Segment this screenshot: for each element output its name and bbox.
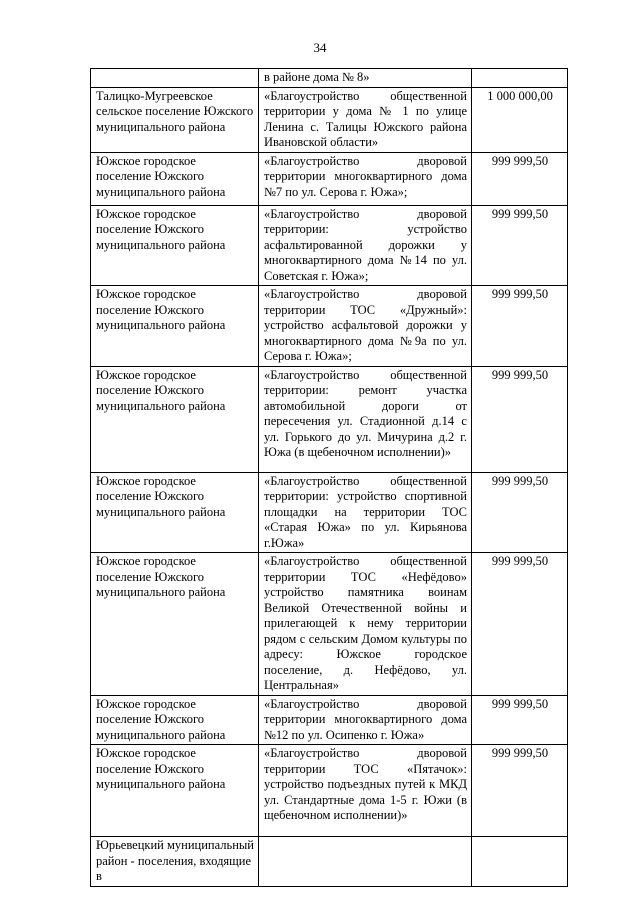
table-row [91, 87, 568, 152]
table-row [91, 205, 568, 286]
municipality-cell: Южское городское поселение Южского муниципального района [91, 205, 259, 286]
project-description-cell: «Благоустройство общественной территории ТОС «Нефёдово» устройство памятника воинам Великой Отечественной войны и прилегающей к нему территории рядом с сельским Домом культуры по адресу: Южское городское поселение, д. Нефёдово, ул. Центральная» [259, 553, 472, 696]
project-description-cell: «Благоустройство дворовой территории ТОС «Дружный»: устройство асфальтовой дорожки у многоквартирного дома №9а по ул. Серова г. Южа»; [259, 286, 472, 367]
project-description-cell [259, 837, 472, 887]
project-description-cell: «Благоустройство дворовой территории многоквартирного дома №12 по ул. Осипенко г. Южа» [259, 695, 472, 745]
amount-cell: 1 000 000,00 [472, 87, 568, 152]
municipality-cell: Южское городское поселение Южского муниципального района [91, 152, 259, 205]
amount-cell: 999 999,50 [472, 152, 568, 205]
municipality-cell: Южское городское поселение Южского муниципального района [91, 286, 259, 367]
municipality-cell [91, 69, 259, 88]
table-row [91, 472, 568, 553]
municipality-cell: Южское городское поселение Южского муниципального района [91, 553, 259, 696]
municipality-cell: Южское городское поселение Южского муниципального района [91, 472, 259, 553]
amount-cell: 999 999,50 [472, 695, 568, 745]
table-row [91, 553, 568, 696]
table-row [91, 745, 568, 837]
municipality-cell: Талицко-Мугреевское сельское поселение Южского муниципального района [91, 87, 259, 152]
project-description-cell: «Благоустройство общественной территории: устройство спортивной площадки на территории ТОС «Старая Южа» по ул. Кирьянова г.Южа» [259, 472, 472, 553]
table-row [91, 286, 568, 367]
project-description-cell: «Благоустройство дворовой территории многоквартирного дома №7 по ул. Серова г. Южа»; [259, 152, 472, 205]
amount-cell: 999 999,50 [472, 472, 568, 553]
project-description-cell: «Благоустройство дворовой территории ТОС «Пятачок»: устройство подъездных путей к МКД ул. Стандартные дома 1-5 г. Южи (в щебеночном исполнении)» [259, 745, 472, 837]
amount-cell: 999 999,50 [472, 745, 568, 837]
municipality-cell: Юрьевецкий муниципальный район - поселения, входящие в [91, 837, 259, 887]
municipality-cell: Южское городское поселение Южского муниципального района [91, 695, 259, 745]
amount-cell: 999 999,50 [472, 286, 568, 367]
table-row [91, 152, 568, 205]
project-description-cell: «Благоустройство общественной территории у дома № 1 по улице Ленина с. Талицы Южского района Ивановской области» [259, 87, 472, 152]
amount-cell: 999 999,50 [472, 205, 568, 286]
project-description-cell: в районе дома № 8» [259, 69, 472, 88]
amount-cell [472, 69, 568, 88]
project-description-cell: «Благоустройство дворовой территории: устройство асфальтированной дорожки у многоквартирного дома №14 по ул. Советская г. Южа»; [259, 205, 472, 286]
project-description-cell: «Благоустройство общественной территории: ремонт участка автомобильной дороги от пересечения ул. Стадионной д.14 с ул. Горького до ул. Мичурина д.2 г. Южа (в щебеночном исполнении)» [259, 366, 472, 472]
amount-cell: 999 999,50 [472, 366, 568, 472]
page-number: 34 [313, 40, 327, 55]
municipality-cell: Южское городское поселение Южского муниципального района [91, 745, 259, 837]
table-row [91, 837, 568, 887]
amount-cell: 999 999,50 [472, 553, 568, 696]
amount-cell [472, 837, 568, 887]
table-row [91, 69, 568, 88]
table-row [91, 366, 568, 472]
table-row [91, 695, 568, 745]
funding-table [90, 68, 568, 887]
municipality-cell: Южское городское поселение Южского муниципального района [91, 366, 259, 472]
